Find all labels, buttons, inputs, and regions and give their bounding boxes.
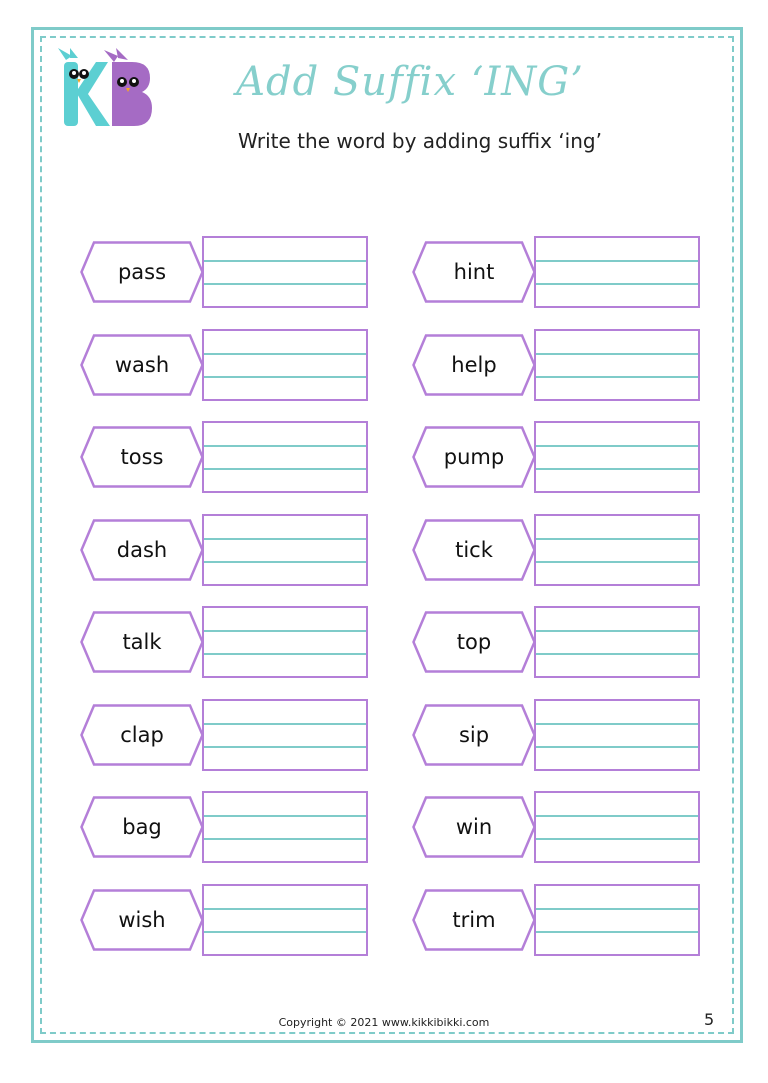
base-word: top [456, 630, 492, 654]
word-tag [80, 334, 204, 396]
word-tag [80, 519, 204, 581]
kb-logo [52, 48, 156, 130]
copyright-footer: Copyright © 2021 www.kikkibikki.com [278, 1016, 490, 1029]
base-word: toss [120, 445, 164, 469]
base-word: bag [122, 815, 162, 839]
answer-box[interactable] [202, 236, 368, 308]
word-tag [412, 796, 536, 858]
answer-box[interactable] [202, 514, 368, 586]
answer-box[interactable] [202, 791, 368, 863]
base-word: win [455, 815, 493, 839]
answer-box[interactable] [534, 791, 700, 863]
base-word: hint [453, 260, 495, 284]
base-word: tick [455, 538, 493, 562]
answer-box[interactable] [202, 884, 368, 956]
word-tag [80, 889, 204, 951]
base-word: pass [117, 260, 167, 284]
worksheet-instructions: Write the word by adding suffix ‘ing’ [238, 129, 602, 153]
base-word: trim [452, 908, 496, 932]
answer-box[interactable] [534, 884, 700, 956]
page-number: 5 [704, 1010, 715, 1029]
answer-box[interactable] [534, 421, 700, 493]
base-word: pump [443, 445, 505, 469]
word-tag [80, 796, 204, 858]
answer-box[interactable] [534, 514, 700, 586]
word-tag [80, 611, 204, 673]
answer-box[interactable] [534, 236, 700, 308]
word-tag [412, 611, 536, 673]
answer-box[interactable] [202, 421, 368, 493]
base-word: clap [120, 723, 164, 747]
word-tag [412, 426, 536, 488]
base-word: wish [118, 908, 166, 932]
base-word: talk [122, 630, 162, 654]
base-word: sip [458, 723, 490, 747]
word-tag [80, 426, 204, 488]
word-tag [412, 889, 536, 951]
word-tag [412, 704, 536, 766]
word-tag [412, 519, 536, 581]
answer-box[interactable] [534, 699, 700, 771]
answer-box[interactable] [202, 699, 368, 771]
base-word: help [451, 353, 497, 377]
answer-box[interactable] [202, 329, 368, 401]
worksheet-title: Add Suffix ‘ING’ [236, 59, 584, 105]
answer-box[interactable] [202, 606, 368, 678]
base-word: dash [116, 538, 168, 562]
word-tag [80, 704, 204, 766]
word-tag [412, 241, 536, 303]
kb-logo-icon [52, 48, 156, 130]
word-tag [412, 334, 536, 396]
answer-box[interactable] [534, 329, 700, 401]
answer-box[interactable] [534, 606, 700, 678]
base-word: wash [114, 353, 170, 377]
word-tag [80, 241, 204, 303]
